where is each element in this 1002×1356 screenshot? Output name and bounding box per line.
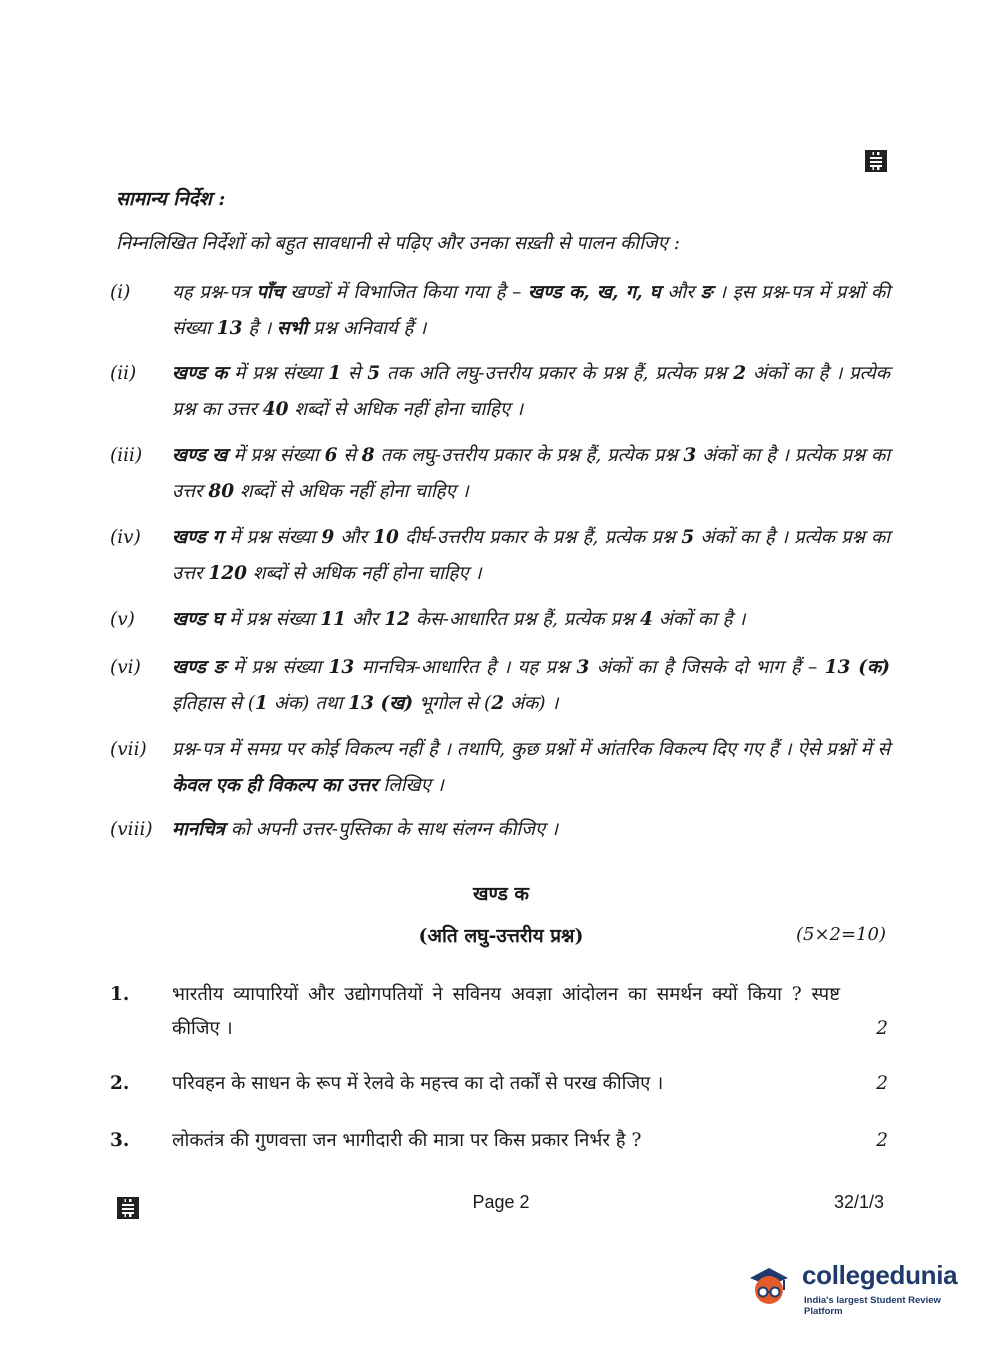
instructions-intro: निम्नलिखित निर्देशों को बहुत सावधानी से पढ़िए और उनका सख़्ती से पालन कीजिए : xyxy=(116,233,680,254)
question-item xyxy=(110,1124,888,1158)
section-title: खण्ड क xyxy=(473,883,529,905)
instruction-number: (ii) xyxy=(110,363,137,384)
qr-code-top xyxy=(865,150,887,172)
question-marks: 2 xyxy=(876,1073,888,1094)
instruction-text: प्रश्न-पत्र में समग्र पर कोई विकल्प नहीं है । तथापि, कुछ प्रश्नों में आंतरिक विकल्प दिए गए हैं । ऐसे प्रश्नों में से केवल एक ही विकल्प का उत्तर लिखिए । xyxy=(172,739,890,796)
general-instructions-heading: सामान्य निर्देश : xyxy=(116,188,226,210)
question-text: भारतीय व्यापारियों और उद्योगपतियों ने सविनय अवज्ञा आंदोलन का समर्थन क्यों किया ? स्पष्ट कीजिए । xyxy=(172,984,840,1039)
instruction-text: खण्ड ख में प्रश्न संख्या 6 से 8 तक लघु-उत्तरीय प्रकार के प्रश्न हैं, प्रत्येक प्रश्न 3 अंकों का है । प्रत्येक प्रश्न का उत्तर 80 शब्दों से अधिक नहीं होना चाहिए । xyxy=(172,445,890,502)
instruction-item xyxy=(110,650,890,722)
question-item xyxy=(110,978,888,1046)
instruction-item xyxy=(110,602,890,638)
question-number: 2. xyxy=(110,1073,130,1094)
question-text: लोकतंत्र की गुणवत्ता जन भागीदारी की मात्रा पर किस प्रकार निर्भर है ? xyxy=(172,1130,642,1151)
page-number: Page 2 xyxy=(472,1192,530,1212)
instruction-item xyxy=(110,520,890,592)
instruction-item xyxy=(110,812,890,848)
instruction-text: यह प्रश्न-पत्र पाँच खण्डों में विभाजित किया गया है – खण्ड क, ख, ग, घ और ङ । इस प्रश्न-पत्र में प्रश्नों की संख्या 13 है । सभी प्रश्न अनिवार्य हैं । xyxy=(172,282,890,339)
question-text: परिवहन के साधन के रूप में रेलवे के महत्त्व का दो तर्कों से परख कीजिए । xyxy=(172,1073,664,1094)
instruction-number: (v) xyxy=(110,609,135,630)
logo-text: collegedunia xyxy=(802,1260,958,1290)
question-marks: 2 xyxy=(876,1130,888,1151)
question-number: 3. xyxy=(110,1130,130,1151)
instruction-text: खण्ड क में प्रश्न संख्या 1 से 5 तक अति लघु-उत्तरीय प्रकार के प्रश्न हैं, प्रत्येक प्रश्न 2 अंकों का है । प्रत्येक प्रश्न का उत्तर 40 शब्दों से अधिक नहीं होना चाहिए । xyxy=(172,363,890,420)
instruction-number: (vii) xyxy=(110,739,147,760)
instruction-number: (vi) xyxy=(110,657,141,678)
instruction-number: (viii) xyxy=(110,819,153,840)
instruction-text: खण्ड घ में प्रश्न संख्या 11 और 12 केस-आधारित प्रश्न हैं, प्रत्येक प्रश्न 4 अंकों का है । xyxy=(172,609,746,630)
instruction-item xyxy=(110,356,890,428)
instruction-number: (iii) xyxy=(110,445,143,466)
instruction-number: (iv) xyxy=(110,527,141,548)
instruction-item xyxy=(110,732,890,804)
question-item xyxy=(110,1067,888,1101)
instruction-number: (i) xyxy=(110,282,131,303)
question-number: 1. xyxy=(110,984,130,1005)
instruction-text: मानचित्र को अपनी उत्तर-पुस्तिका के साथ संलग्न कीजिए । xyxy=(172,819,559,840)
collegedunia-logo xyxy=(742,1250,972,1320)
section-subtitle: (अति लघु-उत्तरीय प्रश्न) xyxy=(418,925,584,947)
instruction-item xyxy=(110,438,890,510)
mascot-icon xyxy=(742,1256,796,1310)
paper-code: 32/1/3 xyxy=(833,1192,884,1212)
section-marks: (5×2=10) xyxy=(795,924,886,945)
instruction-text: खण्ड ग में प्रश्न संख्या 9 और 10 दीर्घ-उत्तरीय प्रकार के प्रश्न हैं, प्रत्येक प्रश्न 5 अंकों का है । प्रत्येक प्रश्न का उत्तर 120 शब्दों से अधिक नहीं होना चाहिए । xyxy=(172,527,890,584)
instruction-text: खण्ड ङ में प्रश्न संख्या 13 मानचित्र-आधारित है । यह प्रश्न 3 अंकों का है जिसके दो भाग हैं – 13 (क) इतिहास से (1 अंक) तथा 13 (ख) भूगोल से (2 अंक) । xyxy=(172,657,891,714)
logo-tagline: India's largest Student Review Platform xyxy=(804,1295,941,1317)
question-marks: 2 xyxy=(876,1018,888,1039)
instruction-item xyxy=(110,275,890,347)
